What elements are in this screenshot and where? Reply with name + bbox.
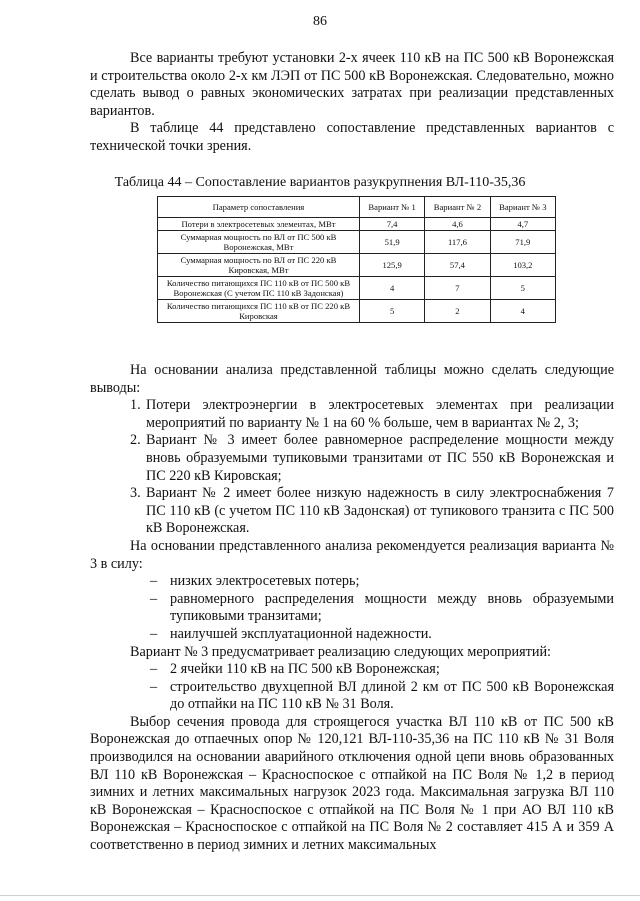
header-variant-1: Вариант № 1 bbox=[359, 197, 424, 218]
list-item: – низких электросетевых потерь; bbox=[150, 573, 360, 590]
intro-section bbox=[90, 50, 614, 156]
cell-variant-2: 117,6 bbox=[425, 231, 490, 254]
cell-variant-3: 103,2 bbox=[490, 254, 555, 277]
list-item: 2. Вариант № 3 имеет более равномерное распределение мощности между вновь образуемыми тупиковыми транзитами от ПС 550 кВ Воронежская и ПС 220 кВ Кировская; bbox=[130, 432, 614, 484]
table-row bbox=[158, 254, 556, 277]
cell-variant-2: 2 bbox=[425, 300, 490, 323]
header-variant-3: Вариант № 3 bbox=[490, 197, 555, 218]
cell-variant-1: 7,4 bbox=[359, 218, 424, 231]
table-row bbox=[158, 300, 556, 323]
body-section bbox=[90, 362, 614, 855]
cell-variant-1: 4 bbox=[359, 277, 424, 300]
cell-variant-2: 4,6 bbox=[425, 218, 490, 231]
table-row bbox=[158, 218, 556, 231]
list-item: – равномерного распределения мощности между вновь образуемыми тупиковыми транзитами; bbox=[150, 590, 614, 625]
row-parameter: Потери в электросетевых элементах, МВт bbox=[158, 218, 360, 231]
row-parameter: Суммарная мощность по ВЛ от ПС 220 кВ Кировская, МВт bbox=[158, 254, 360, 277]
row-parameter: Количество питающихся ПС 110 кВ от ПС 220 кВ Кировская bbox=[158, 300, 360, 323]
list-item: – строительство двухцепной ВЛ длиной 2 км от ПС 500 кВ Воронежская до отпайки на ПС 110 кВ № 31 Воля. bbox=[150, 678, 614, 713]
table-header-row bbox=[158, 197, 556, 218]
cell-variant-2: 57,4 bbox=[425, 254, 490, 277]
conclusions-intro: На основании анализа представленной таблицы можно сделать следующие выводы: bbox=[90, 362, 614, 396]
conclusions-list bbox=[90, 397, 614, 538]
table-caption: Таблица 44 – Сопоставление вариантов разукрупнения ВЛ-110-35,36 bbox=[114, 175, 526, 190]
table-row bbox=[158, 277, 556, 300]
list-item: – 2 ячейки 110 кВ на ПС 500 кВ Воронежская; bbox=[150, 661, 440, 678]
list-item: 3. Вариант № 2 имеет более низкую надежность в силу электроснабжения 7 ПС 110 кВ (с учетом ПС 110 кВ Задонская) от тупикового транзита с ПС 500 кВ Воронежская. bbox=[130, 485, 614, 537]
list-item: 1. Потери электроэнергии в электросетевых элементах при реализации мероприятий по варианту № 1 на 60 % больше, чем в вариантах № 2, 3; bbox=[130, 397, 614, 431]
cell-variant-1: 5 bbox=[359, 300, 424, 323]
header-parameter: Параметр сопоставления bbox=[158, 197, 360, 218]
cell-variant-3: 71,9 bbox=[490, 231, 555, 254]
page-number: 86 bbox=[313, 14, 327, 29]
list-item: – наилучшей эксплуатационной надежности. bbox=[150, 625, 432, 642]
cell-variant-3: 5 bbox=[490, 277, 555, 300]
cell-variant-3: 4,7 bbox=[490, 218, 555, 231]
row-parameter: Суммарная мощность по ВЛ от ПС 500 кВ Воронежская, МВт bbox=[158, 231, 360, 254]
recommendation-list bbox=[90, 573, 614, 643]
header-variant-2: Вариант № 2 bbox=[425, 197, 490, 218]
final-paragraph: Выбор сечения провода для строящегося участка ВЛ 110 кВ от ПС 500 кВ Воронежская до отпаечных опор № 120,121 ВЛ-110-35,36 на ПС 110 кВ № 31 Воля производился на основании аварийного отключения одной цепи вновь образованных ВЛ 110 кВ Воронежская – Красноспоское с отпайкой на ПС Воля № 1,2 в период зимних и летних максимальных нагрузок 2023 года. Максимальная загрузка ВЛ 110 кВ Воронежская – Красноспоское с отпайкой на ПС Воля № 1 при АО ВЛ 110 кВ Воронежская – Красноспоское с отпайкой на ПС Воля № 2 составляет 415 А и 359 А соответственно в период зимних и летних максимальных bbox=[90, 713, 614, 854]
measures-intro: Вариант № 3 предусматривает реализацию следующих мероприятий: bbox=[130, 643, 551, 660]
cell-variant-1: 51,9 bbox=[359, 231, 424, 254]
table-row bbox=[158, 231, 556, 254]
page-bottom-divider bbox=[0, 895, 640, 896]
measures-list bbox=[90, 661, 614, 714]
cell-variant-2: 7 bbox=[425, 277, 490, 300]
comparison-table bbox=[157, 196, 556, 323]
cell-variant-1: 125,9 bbox=[359, 254, 424, 277]
intro-paragraph-1: Все варианты требуют установки 2-х ячеек 110 кВ на ПС 500 кВ Воронежская и строительства около 2-х км ЛЭП от ПС 500 кВ Воронежская. Следовательно, можно сделать вывод о равных экономических затратах при реализации представленных вариантов. bbox=[90, 50, 614, 119]
cell-variant-3: 4 bbox=[490, 300, 555, 323]
recommendation-intro: На основании представленного анализа рекомендуется реализация варианта № 3 в силу: bbox=[90, 537, 614, 572]
row-parameter: Количество питающихся ПС 110 кВ от ПС 500 кВ Воронежская (С учетом ПС 110 кВ Задонская) bbox=[158, 277, 360, 300]
intro-paragraph-2: В таблице 44 представлено сопоставление представленных вариантов с технической точки зрения. bbox=[90, 120, 614, 154]
